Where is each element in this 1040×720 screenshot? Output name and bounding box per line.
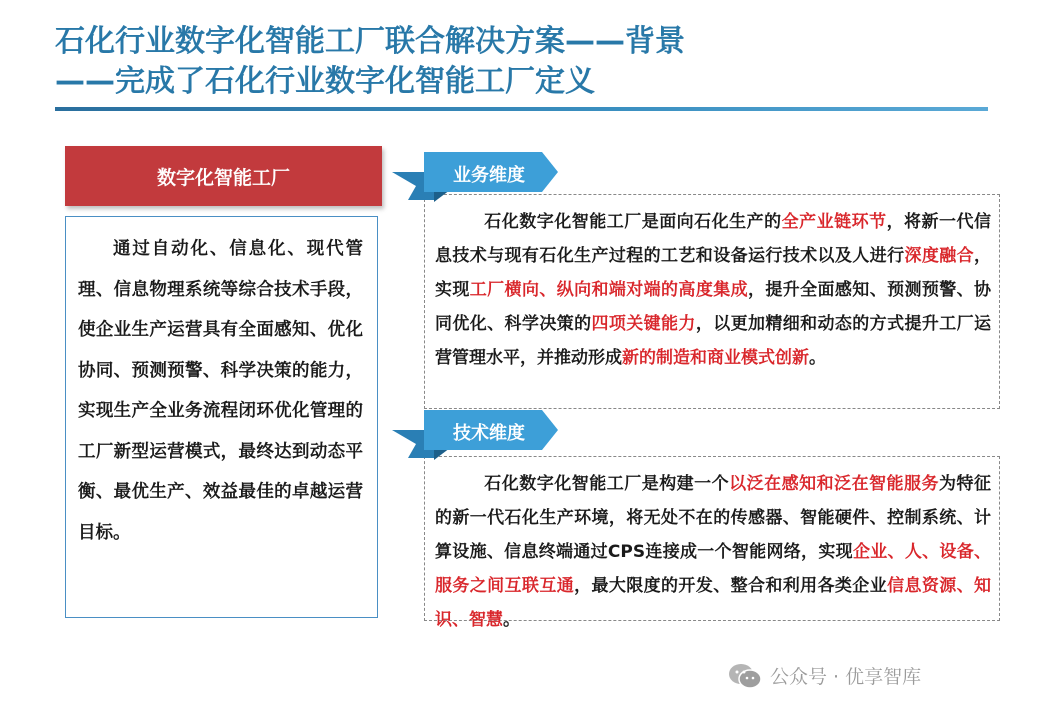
- technical-dimension-label: 技术维度: [453, 423, 525, 444]
- highlighted-phrase: 深度融合: [904, 246, 975, 266]
- definition-header-label: 数字化智能工厂: [156, 166, 290, 189]
- title-divider: [55, 107, 988, 111]
- highlighted-phrase: 新的制造和商业模式创新: [622, 348, 809, 368]
- technical-dimension-text: [435, 467, 991, 637]
- business-dimension-ribbon: [390, 150, 565, 205]
- highlighted-phrase: 以泛在感知和泛在智能服务: [729, 474, 940, 494]
- business-dimension-label: 业务维度: [453, 165, 525, 186]
- text-segment: 为特征的新一代石化生产环境，将无处不在的传感器、智能硬件、控制系统、计算设施、信息终端通过CPS连接成一个智能网络，实现: [435, 474, 992, 562]
- title-line-2: ——完成了石化行业数字化智能工厂定义: [55, 64, 595, 99]
- text-segment: 。: [503, 610, 520, 630]
- text-segment: ，以更加精细和动态的方式提升工厂运营管理水平，并推动形成: [435, 314, 992, 368]
- definition-header: [65, 146, 382, 206]
- text-segment: ，实现: [435, 246, 992, 300]
- highlighted-phrase: 四项关键能力: [591, 314, 696, 334]
- highlighted-phrase: 企业、人、设备、服务之间互联互通: [435, 542, 991, 596]
- technical-dimension-ribbon: [390, 408, 565, 463]
- technical-dimension-box: [424, 456, 1000, 630]
- business-dimension-box: [424, 194, 1000, 409]
- title-line-1: 石化行业数字化智能工厂联合解决方案——背景: [55, 24, 685, 59]
- text-segment: ，将新一代信息技术与现有石化生产过程的工艺和设备运行技术以及人进行: [435, 212, 992, 266]
- wechat-icon: [728, 663, 762, 689]
- text-segment: 石化数字化智能工厂是构建一个: [484, 474, 730, 494]
- business-dimension-text: [435, 205, 991, 375]
- highlighted-phrase: 信息资源、知识、智慧: [435, 576, 992, 630]
- highlighted-phrase: 全产业链环节: [781, 212, 887, 232]
- text-segment: ，提升全面感知、预测预警、协同优化、科学决策的: [435, 280, 992, 334]
- definition-box: [65, 216, 378, 618]
- text-segment: 。: [809, 348, 826, 368]
- definition-text: 通过自动化、信息化、现代管理、信息物理系统等综合技术手段，使企业生产运营具有全面感知、优化协同、预测预警、科学决策的能力，实现生产全业务流程闭环优化管理的工厂新型运营模式，最终达到动态平衡、最优生产、效益最佳的卓越运营目标。: [78, 239, 363, 543]
- text-segment: 石化数字化智能工厂是面向石化生产的: [484, 212, 782, 232]
- watermark: [728, 662, 921, 689]
- text-segment: ，最大限度的开发、整合和利用各类企业: [574, 576, 888, 596]
- highlighted-phrase: 工厂横向、纵向和端对端的高度集成: [469, 280, 748, 300]
- watermark-text: 公众号 · 优享智库: [770, 666, 922, 688]
- slide-title: [55, 22, 995, 102]
